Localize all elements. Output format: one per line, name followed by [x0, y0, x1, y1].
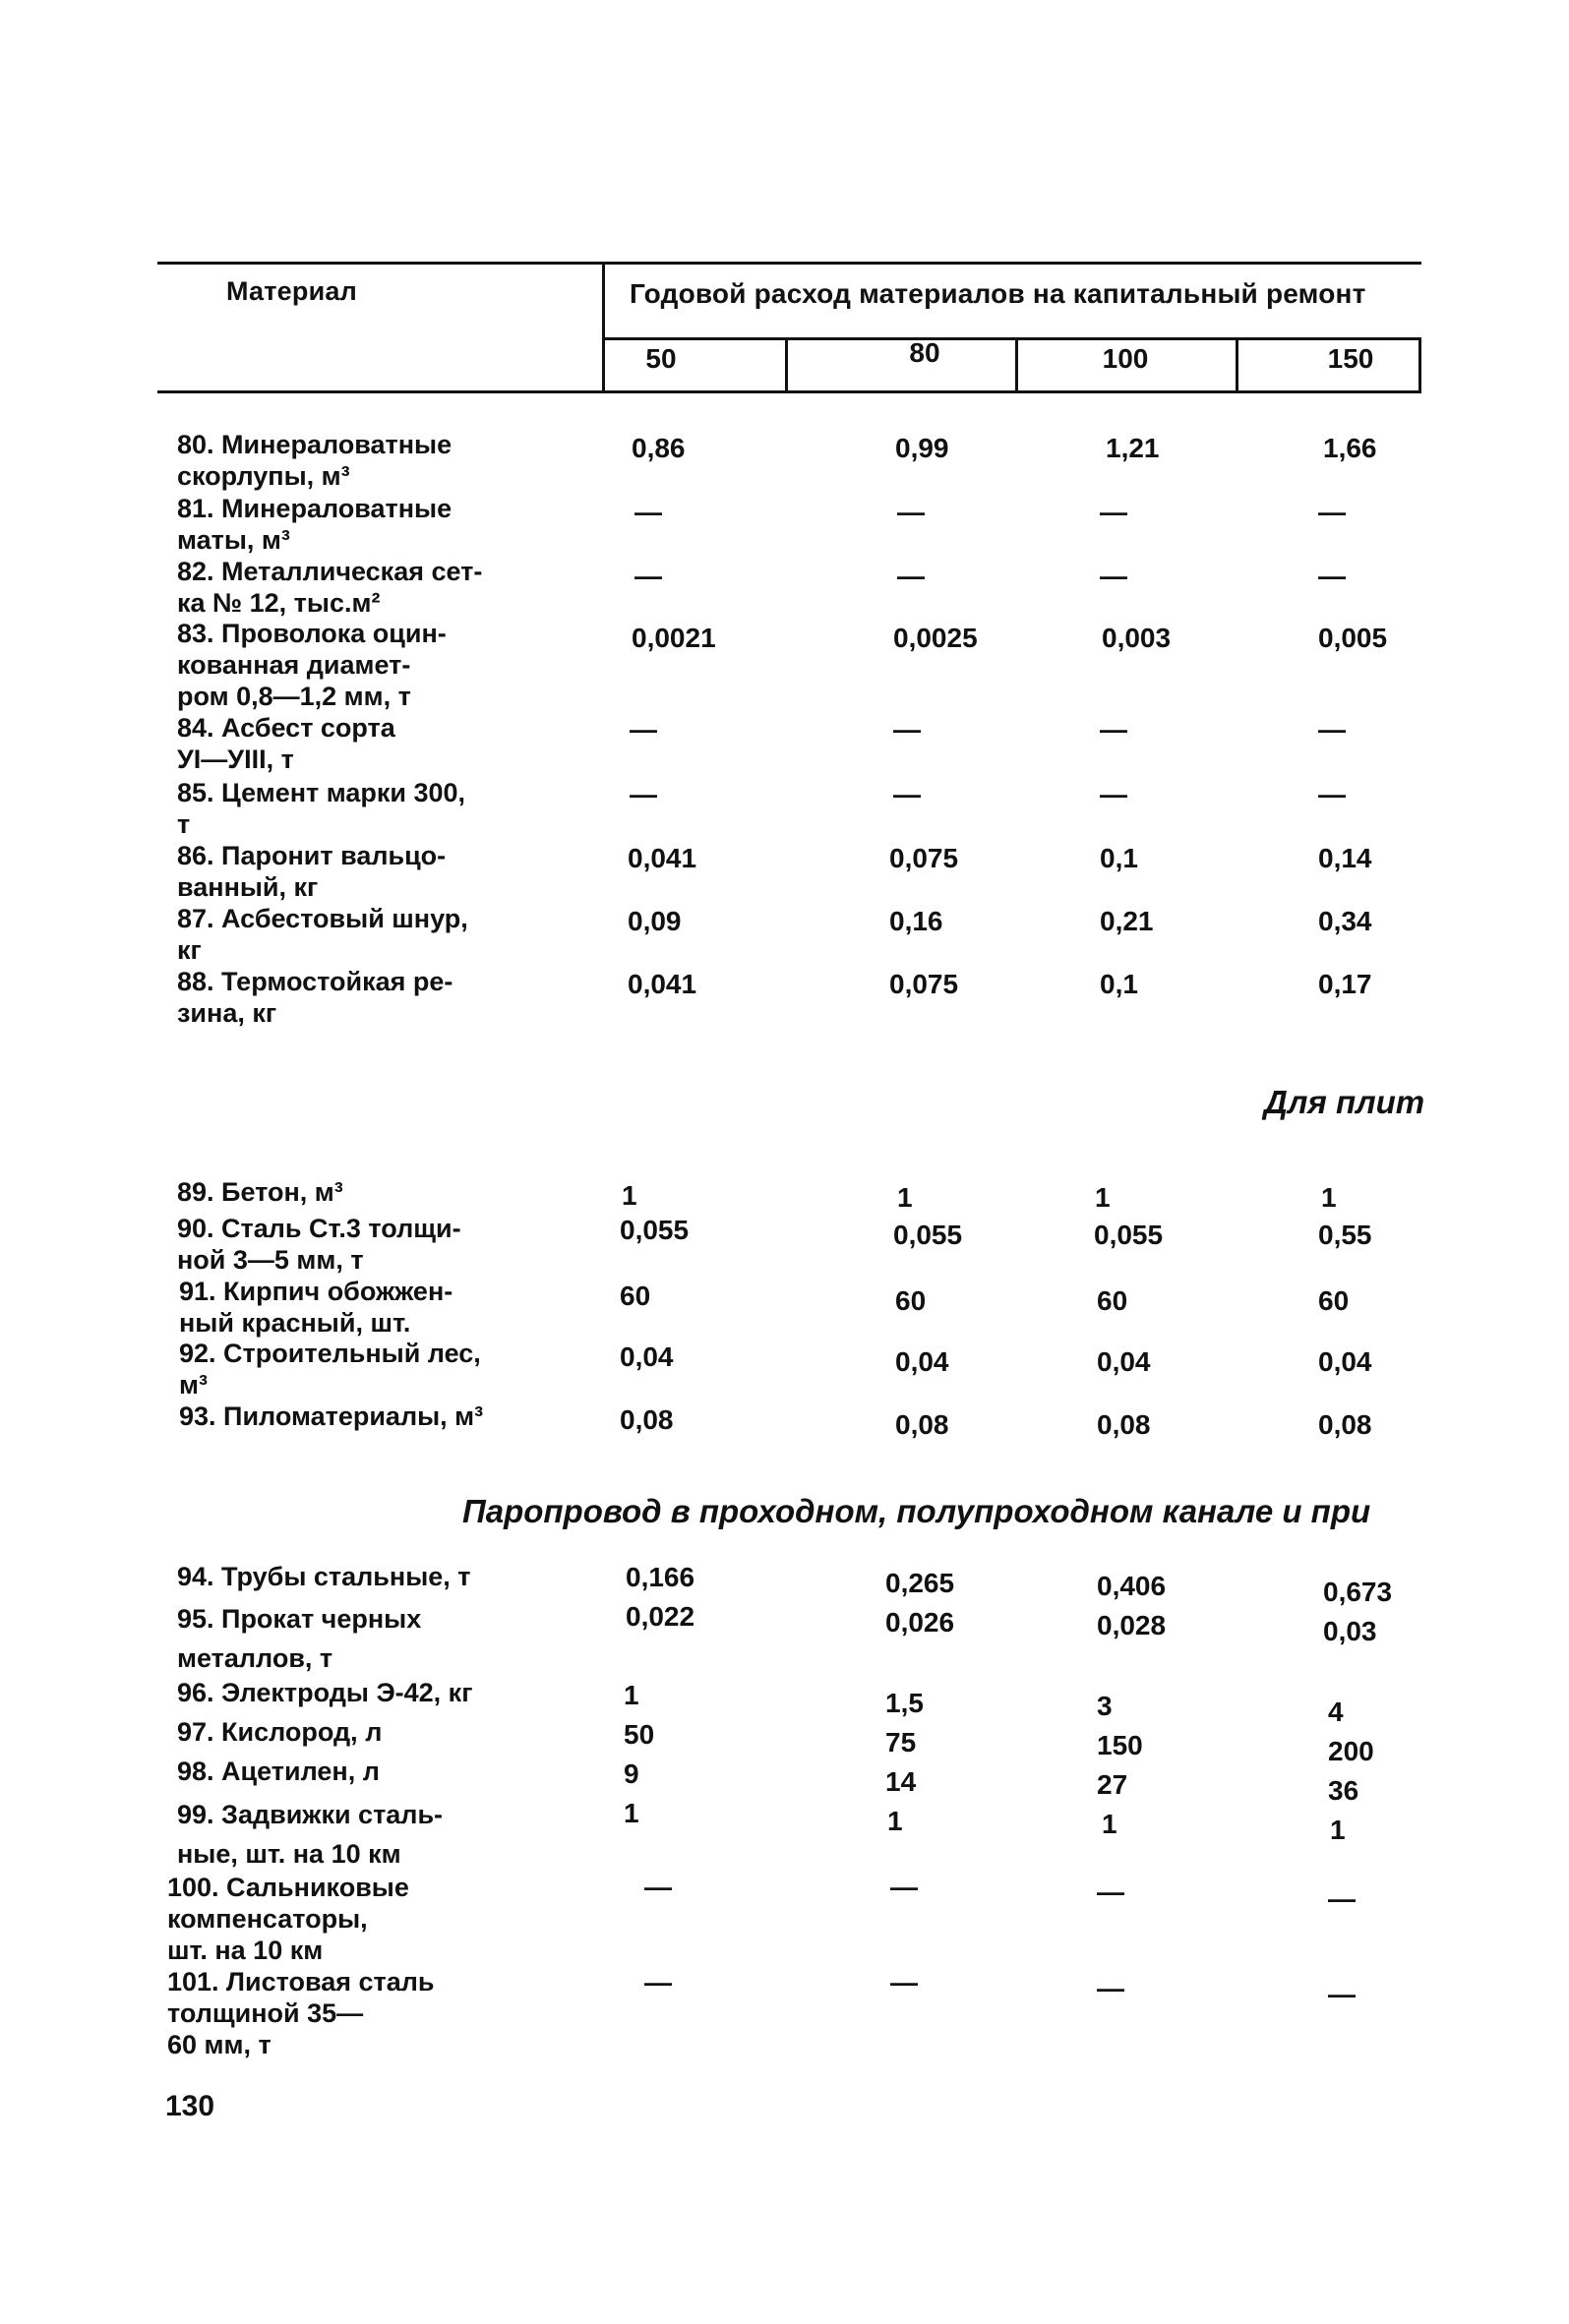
value-cell: 4	[1328, 1697, 1344, 1727]
column-header-100: 100	[1102, 343, 1149, 374]
value-cell: 200	[1328, 1736, 1374, 1766]
section-title-plates: Для плит	[1264, 1084, 1425, 1120]
value-cell: 1	[887, 1806, 903, 1836]
value-cell: 1	[1321, 1182, 1337, 1213]
material-row-86: 86. Паронит вальцо- ванный, кг	[177, 841, 447, 902]
value-cell: 27	[1097, 1769, 1128, 1800]
value-cell: 0,03	[1323, 1616, 1377, 1646]
value-cell: 0,04	[895, 1346, 949, 1377]
table-header-bottom-rule	[157, 390, 1421, 393]
material-row-101: 101. Листовая сталь толщиной 35— 60 мм, т	[167, 1967, 435, 2059]
value-cell: 60	[620, 1281, 651, 1311]
value-cell: —	[1100, 497, 1127, 527]
value-cell: 0,0021	[632, 623, 716, 653]
value-cell: —	[1097, 1877, 1124, 1907]
material-row-93: 93. Пиломатериалы, м³	[179, 1401, 484, 1431]
value-cell: 0,041	[628, 843, 697, 873]
material-row-89: 89. Бетон, м³	[177, 1177, 343, 1207]
material-row-82: 82. Металлическая сет- ка № 12, тыс.м²	[177, 557, 483, 618]
value-cell: 0,022	[626, 1601, 695, 1632]
material-header: Материал	[226, 276, 357, 306]
value-cell: 0,003	[1102, 623, 1172, 653]
value-cell: 0,055	[1094, 1220, 1164, 1250]
value-cell: —	[890, 1967, 918, 1997]
material-row-88: 88. Термостойкая ре- зина, кг	[177, 967, 453, 1028]
value-cell: —	[893, 779, 921, 809]
column-header-150: 150	[1327, 343, 1374, 374]
material-row-87: 87. Асбестовый шнур, кг	[177, 904, 468, 965]
value-cell: 0,14	[1318, 843, 1372, 873]
value-cell: 0,55	[1318, 1220, 1372, 1250]
value-cell: —	[1100, 561, 1127, 591]
value-cell: —	[644, 1967, 672, 1997]
value-cell: —	[1318, 497, 1346, 527]
value-cell: 50	[624, 1719, 655, 1750]
value-cell: 0,04	[1097, 1346, 1151, 1377]
value-cell: 60	[1097, 1285, 1128, 1316]
value-cell: 75	[885, 1727, 917, 1758]
value-cell: —	[1100, 714, 1127, 745]
col-divider-4	[1418, 337, 1421, 392]
value-cell: 0,99	[895, 433, 949, 463]
value-cell: —	[893, 714, 921, 745]
value-cell: —	[1328, 1979, 1356, 2009]
value-cell: —	[634, 561, 662, 591]
value-cell: 0,005	[1318, 623, 1388, 653]
header-divider	[602, 262, 605, 392]
col-divider-2	[1015, 337, 1018, 392]
material-row-100: 100. Сальниковые компенсаторы, шт. на 10 км	[167, 1873, 409, 1965]
material-row-97: 97. Кислород, л	[177, 1717, 383, 1747]
value-cell: 0,17	[1318, 969, 1372, 999]
value-cell: 0,055	[893, 1220, 963, 1250]
value-cell: 0,16	[889, 906, 943, 936]
material-row-90: 90. Сталь Ст.3 толщи- ной 3—5 мм, т	[177, 1214, 461, 1275]
value-cell: 0,08	[895, 1409, 949, 1440]
material-row-80: 80. Минераловатные скорлупы, м³	[177, 430, 453, 491]
value-cell: 0,0025	[893, 623, 978, 653]
value-cell: 1	[622, 1180, 637, 1211]
material-row-92: 92. Строительный лес, м³	[179, 1339, 481, 1400]
value-cell: —	[1097, 1973, 1124, 2003]
value-cell: 0,08	[620, 1404, 674, 1435]
value-cell: 1	[1330, 1815, 1346, 1845]
value-cell: 0,86	[632, 433, 686, 463]
page-number: 130	[165, 2090, 215, 2122]
column-header-50: 50	[645, 343, 677, 374]
value-cell: 150	[1097, 1730, 1143, 1760]
value-cell: 0,21	[1100, 906, 1154, 936]
value-cell: 0,406	[1097, 1571, 1167, 1601]
value-cell: 1	[624, 1680, 639, 1710]
value-cell: 0,041	[628, 969, 697, 999]
value-cell: 14	[885, 1766, 917, 1797]
value-cell: 1,66	[1323, 433, 1377, 463]
columns-top-rule	[604, 337, 1421, 340]
value-cell: 3	[1097, 1691, 1113, 1721]
material-row-94: 94. Трубы стальные, т	[177, 1562, 471, 1591]
value-cell: 0,08	[1318, 1409, 1372, 1440]
value-cell: 1	[1095, 1182, 1111, 1213]
value-cell: 0,34	[1318, 906, 1372, 936]
value-cell: —	[890, 1872, 918, 1902]
col-divider-1	[785, 337, 788, 392]
value-cell: 0,075	[889, 969, 959, 999]
value-cell: —	[644, 1872, 672, 1902]
value-cell: 36	[1328, 1775, 1359, 1806]
value-cell: —	[1318, 779, 1346, 809]
material-row-83: 83. Проволока оцин- кованная диамет- ром 0,8—1,2 мм, т	[177, 619, 447, 711]
material-row-96: 96. Электроды Э-42, кг	[177, 1678, 473, 1707]
value-cell: 0,166	[626, 1562, 695, 1592]
consumption-header: Годовой расход материалов на капитальный ремонт	[630, 278, 1366, 309]
value-cell: 9	[624, 1758, 639, 1789]
value-cell: 0,1	[1100, 969, 1138, 999]
value-cell: 0,026	[885, 1607, 955, 1638]
value-cell: 1,21	[1106, 433, 1160, 463]
value-cell: 0,055	[620, 1215, 690, 1245]
value-cell: 1	[897, 1182, 913, 1213]
value-cell: 0,1	[1100, 843, 1138, 873]
material-row-85: 85. Цемент марки 300, т	[177, 778, 466, 839]
value-cell: 0,04	[620, 1341, 674, 1372]
section-title-steam-pipeline: Паропровод в проходном, полупроходном канале и при	[462, 1493, 1371, 1529]
value-cell: 1	[1102, 1809, 1117, 1839]
value-cell: —	[897, 561, 925, 591]
value-cell: —	[630, 779, 657, 809]
value-cell: —	[634, 497, 662, 527]
value-cell: 0,265	[885, 1568, 955, 1598]
material-row-99: 99. Задвижки сталь- ные, шт. на 10 км	[177, 1800, 444, 1869]
material-row-84: 84. Асбест сорта УI—УIII, т	[177, 713, 395, 774]
value-cell: 0,028	[1097, 1610, 1167, 1640]
material-row-98: 98. Ацетилен, л	[177, 1757, 380, 1786]
value-cell: 0,09	[628, 906, 682, 936]
value-cell: —	[630, 714, 657, 745]
value-cell: —	[1328, 1883, 1356, 1914]
material-row-81: 81. Минераловатные маты, м³	[177, 494, 453, 555]
value-cell: —	[1100, 779, 1127, 809]
table-top-rule	[157, 262, 1421, 265]
value-cell: 0,04	[1318, 1346, 1372, 1377]
value-cell: 1	[624, 1798, 639, 1828]
value-cell: 60	[895, 1285, 927, 1316]
value-cell: —	[897, 497, 925, 527]
value-cell: 0,075	[889, 843, 959, 873]
col-divider-3	[1236, 337, 1238, 392]
material-row-95: 95. Прокат черных металлов, т	[177, 1604, 422, 1673]
value-cell: 0,08	[1097, 1409, 1151, 1440]
value-cell: 0,673	[1323, 1577, 1393, 1607]
material-row-91: 91. Кирпич обожжен- ный красный, шт.	[179, 1277, 453, 1338]
value-cell: 1,5	[885, 1688, 924, 1718]
column-header-80: 80	[909, 337, 940, 368]
value-cell: 60	[1318, 1285, 1350, 1316]
value-cell: —	[1318, 561, 1346, 591]
value-cell: —	[1318, 714, 1346, 745]
